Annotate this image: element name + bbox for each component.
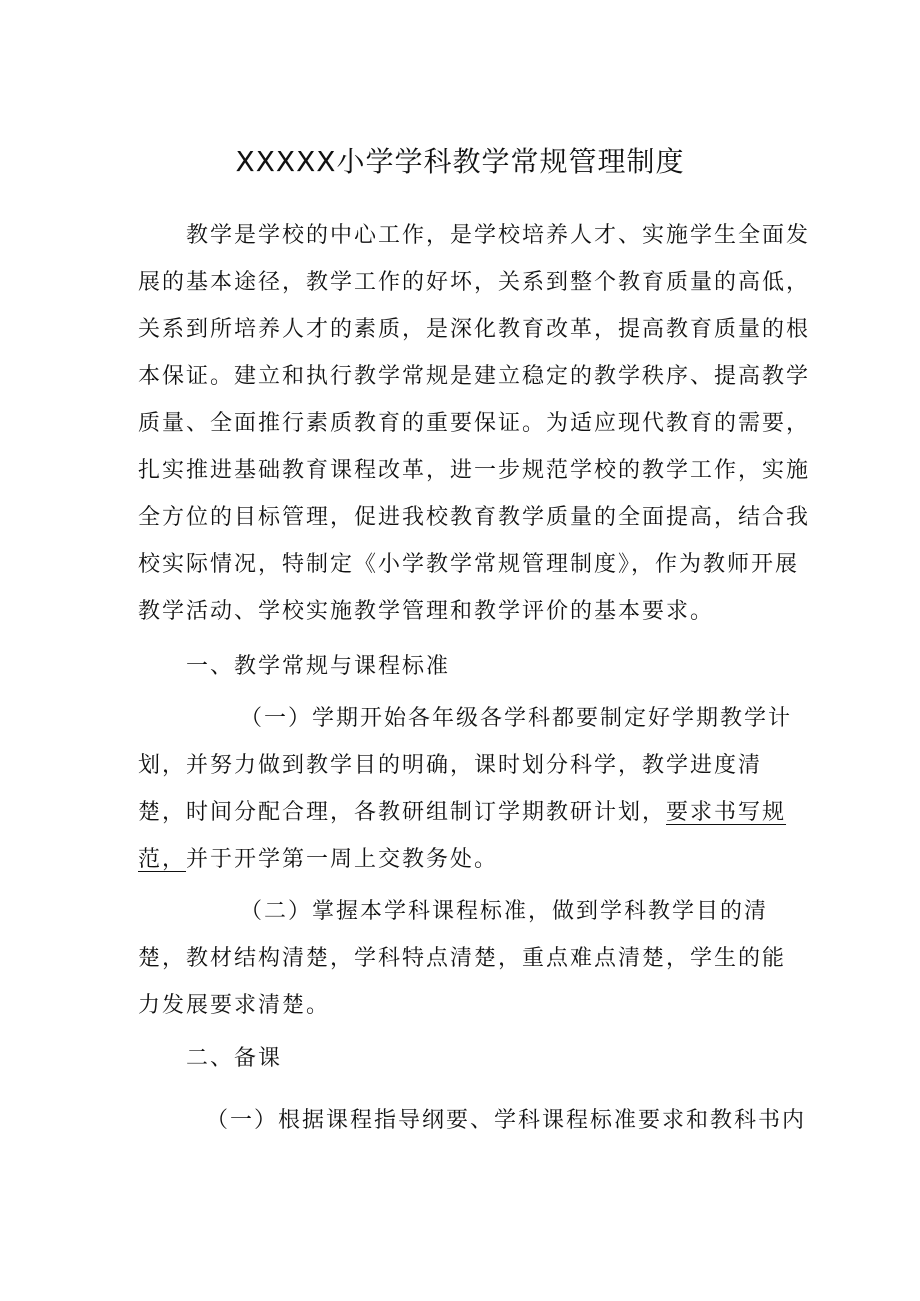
paragraph-line: （一）根据课程指导纲要、学科课程标准要求和教科书内 [206, 1108, 807, 1133]
paragraph-line [138, 798, 786, 828]
intro-line: 教学是学校的中心工作，是学校培养人才、实施学生全面发 [186, 223, 811, 248]
paragraph-line: 楚，教材结构清楚，学科特点清楚，重点难点清楚，学生的能 [138, 946, 787, 971]
intro-line: 全方位的目标管理，促进我校教育教学质量的全面提高，结合我 [138, 505, 811, 530]
paragraph-line: （一）学期开始各年级各学科都要制定好学期教学计 [240, 706, 793, 731]
intro-line: 质量、全面推行素质教育的重要保证。为适应现代教育的需要， [138, 411, 811, 436]
paragraph-line [138, 845, 498, 875]
intro-line: 展的基本途径，教学工作的好坏，关系到整个教育质量的高低， [138, 270, 811, 295]
section-heading-1: 一、教学常规与课程标准 [186, 654, 451, 679]
intro-line: 校实际情况，特制定《小学教学常规管理制度》，作为教师开展 [138, 552, 800, 577]
intro-line: 关系到所培养人才的素质，是深化教育改革，提高教育质量的根 [138, 317, 811, 342]
section-heading-2: 二、备课 [186, 1046, 283, 1071]
paragraph-line: （二）掌握本学科课程标准，做到学科教学目的清 [240, 899, 769, 924]
paragraph-text: 并于开学第一周上交教务处。 [186, 847, 499, 872]
paragraph-line: 划，并努力做到教学目的明确，课时划分科学，教学进度清 [138, 753, 763, 778]
paragraph-line: 力发展要求清楚。 [138, 993, 331, 1018]
underlined-text: 要求书写规 [666, 800, 787, 825]
intro-line: 教学活动、学校实施教学管理和教学评价的基本要求。 [138, 599, 715, 624]
paragraph-text: 楚，时间分配合理，各教研组制订学期教研计划， [138, 800, 667, 825]
underlined-text: 范， [138, 847, 187, 872]
intro-line: 扎实推进基础教育课程改革，进一步规范学校的教学工作，实施 [138, 458, 811, 483]
intro-line: 本保证。建立和执行教学常规是建立稳定的教学秩序、提高教学 [138, 364, 811, 389]
document-title: XXXXX小学学科教学常规管理制度 [235, 145, 685, 178]
